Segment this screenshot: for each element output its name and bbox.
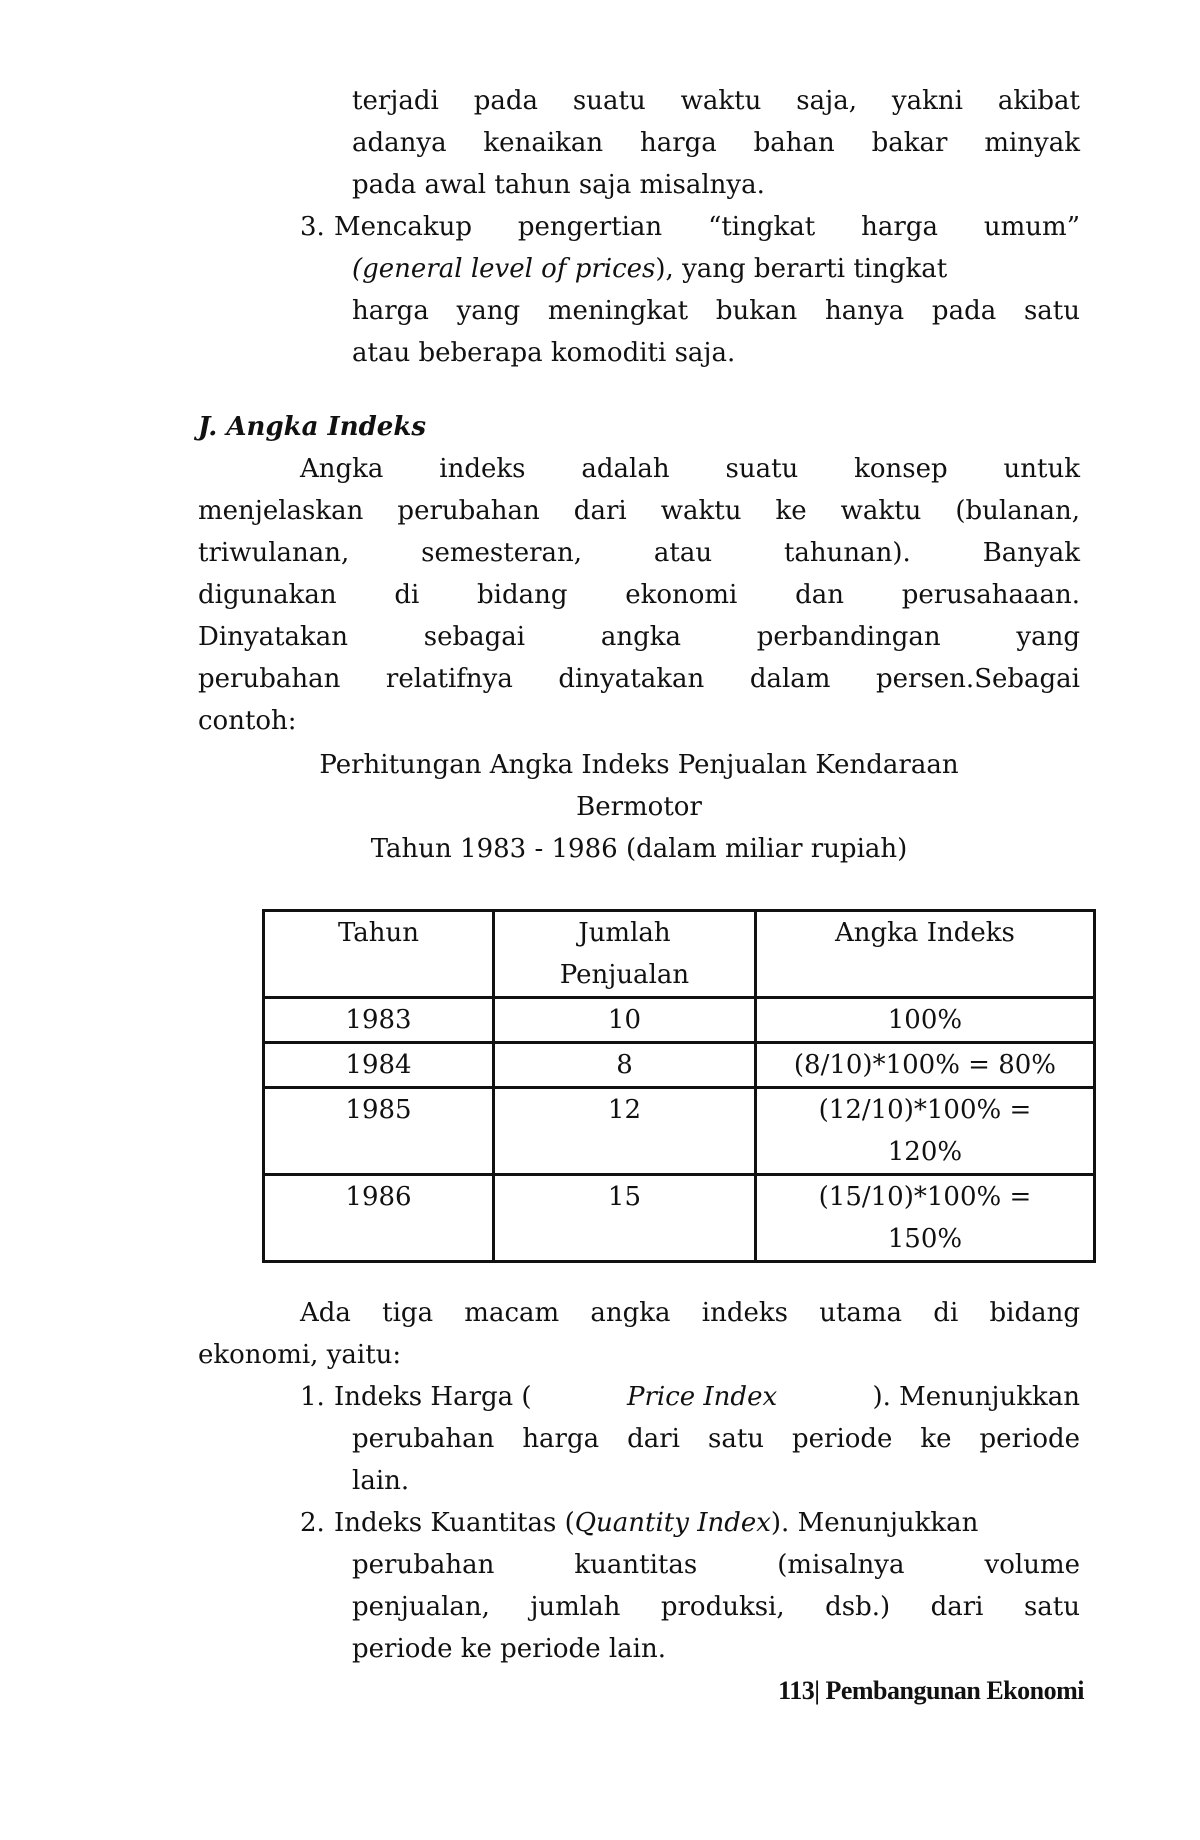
table-row — [264, 1088, 1095, 1175]
list-item-2-line — [334, 1502, 978, 1544]
header-tahun: Tahun — [264, 911, 494, 998]
list-item-2-line: penjualan, jumlah produksi, dsb.) dari satu — [352, 1592, 1080, 1622]
section-heading: J. Angka Indeks — [198, 412, 426, 442]
list-item-3-line: harga yang meningkat bukan hanya pada satu — [352, 296, 1080, 326]
cell-sales: 15 — [494, 1175, 756, 1262]
list-item-3-line: atau beberapa komoditi saja. — [352, 338, 736, 368]
list-item-2-continuation-line: terjadi pada suatu waktu saja, yakni akibat — [352, 86, 1080, 116]
table-row — [264, 1175, 1095, 1262]
header-jumlah-penjualan: Jumlah Penjualan — [494, 911, 756, 998]
table-row — [264, 998, 1095, 1043]
paragraph-line: Angka indeks adalah suatu konsep untuk — [300, 454, 1080, 484]
list-item-2-line: perubahan kuantitas (misalnya volume — [352, 1550, 1080, 1580]
list-item-1-line: lain. — [352, 1466, 410, 1496]
paragraph-line: menjelaskan perubahan dari waktu ke waktu (bulanan, — [198, 496, 1080, 526]
cell-sales: 8 — [494, 1043, 756, 1088]
sales-index-table — [262, 909, 1096, 1263]
table-row — [264, 1043, 1095, 1088]
list-item-1-text: ). Menunjukkan — [872, 1382, 1080, 1412]
list-item-3-text: ), yang berarti tingkat — [655, 254, 948, 284]
list-item-1-text: Indeks Harga ( — [334, 1382, 532, 1412]
list-item-3-line — [352, 248, 1080, 290]
paragraph-line: triwulanan, semesteran, atau tahunan). Banyak — [198, 538, 1080, 568]
cell-year: 1984 — [264, 1043, 494, 1088]
cell-index: 100% — [755, 998, 1094, 1043]
list-item-2-number: 2. — [300, 1508, 325, 1538]
list-item-1-number: 1. — [300, 1382, 325, 1412]
table-caption-line: Tahun 1983 - 1986 (dalam miliar rupiah) — [370, 834, 908, 864]
italic-term: Price Index — [626, 1382, 778, 1412]
table-caption-line: Bermotor — [576, 792, 702, 822]
page-footer: 113| Pembangunan Ekonomi — [778, 1676, 1084, 1705]
list-item-2-text: ). Menunjukkan — [770, 1508, 979, 1538]
paragraph-line: perubahan relatifnya dinyatakan dalam persen.Sebagai — [198, 664, 1080, 694]
header-angka-indeks: Angka Indeks — [755, 911, 1094, 998]
cell-sales: 12 — [494, 1088, 756, 1175]
cell-sales: 10 — [494, 998, 756, 1043]
cell-index: (8/10)*100% = 80% — [755, 1043, 1094, 1088]
paragraph-line: contoh: — [198, 706, 297, 736]
cell-index: (12/10)*100% = 120% — [755, 1088, 1094, 1175]
list-item-2-line: periode ke periode lain. — [352, 1634, 666, 1664]
cell-year: 1986 — [264, 1175, 494, 1262]
cell-year: 1985 — [264, 1088, 494, 1175]
paragraph-line: digunakan di bidang ekonomi dan perusahaaan. — [198, 580, 1080, 610]
table-caption-line: Perhitungan Angka Indeks Penjualan Kendaraan — [319, 750, 959, 780]
list-item-3-number: 3. — [300, 212, 325, 242]
table-header-row — [264, 911, 1095, 998]
italic-term: (general level of prices — [352, 254, 656, 284]
list-item-3-line: Mencakup pengertian “tingkat harga umum” — [334, 212, 1080, 242]
list-item-2-continuation-line: adanya kenaikan harga bahan bakar minyak — [352, 128, 1080, 158]
cell-year: 1983 — [264, 998, 494, 1043]
paragraph-line: Ada tiga macam angka indeks utama di bidang — [300, 1298, 1080, 1328]
list-item-1-line — [334, 1376, 1080, 1418]
paragraph-line: ekonomi, yaitu: — [198, 1340, 402, 1370]
list-item-1-line: perubahan harga dari satu periode ke periode — [352, 1424, 1080, 1454]
list-item-2-text: Indeks Kuantitas ( — [334, 1508, 575, 1538]
list-item-2-continuation-line: pada awal tahun saja misalnya. — [352, 170, 765, 200]
cell-index: (15/10)*100% = 150% — [755, 1175, 1094, 1262]
italic-term: Quantity Index — [574, 1508, 771, 1538]
paragraph-line: Dinyatakan sebagai angka perbandingan yang — [198, 622, 1080, 652]
